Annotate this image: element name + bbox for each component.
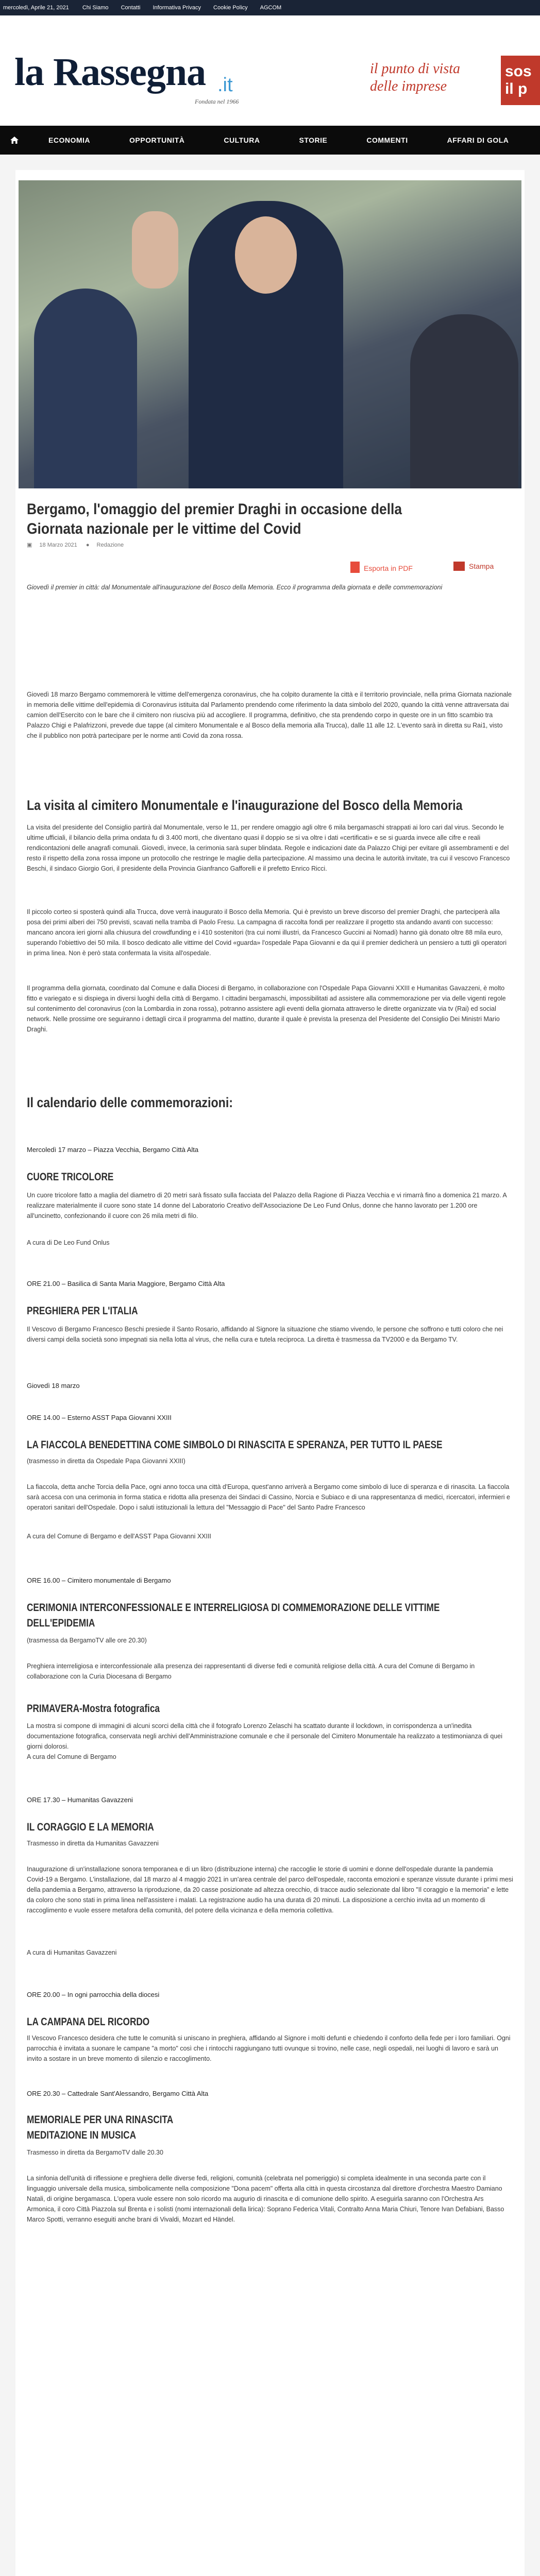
nav-storie[interactable]: STORIE xyxy=(299,136,328,144)
event-6-cura: A cura di Humanitas Gavazzeni xyxy=(27,1949,117,1956)
topbar-link-privacy[interactable]: Informativa Privacy xyxy=(153,5,201,11)
event-2-text: Il Vescovo di Bergamo Francesco Beschi presiede il Santo Rosario, affidando al Signore la situazione che stiamo vivendo, le persone che soffrono e tutti coloro che nei diversi campi della società sono impegnati sia nella lotta al virus, che nella cura e tutela reciproca. La diretta è trasmessa da TV2000 e da Bergamo TV. xyxy=(27,1326,503,1343)
page-body xyxy=(0,155,540,2576)
logo-tld: .it xyxy=(217,74,233,96)
event-3-time: ORE 14.00 – Esterno ASST Papa Giovanni XXIII xyxy=(27,1414,172,1421)
header-ad-banner[interactable] xyxy=(370,56,540,105)
event-6-note: Trasmesso in diretta da Humanitas Gavazzeni xyxy=(27,1840,159,1847)
paragraph-2: La visita del presidente del Consiglio partirà dal Monumentale, verso le 11, per rendere omaggio agli oltre 6 mila bergamaschi strappati ai loro cari dal virus. Secondo le ultime ufficiali, il bilancio della prima ondata fu di 3.400 morti, che diventano quasi il doppio se si va oltre i dati «certificati» e se si guarda invece alle cifre e reali rendicontazioni delle anagrafi comunali. Giovedì, invece, la cerimonia sarà super blindata. Regole e indicazioni date da Palazzo Chigi per evitare gli assembramenti e del resto il rispetto della zona rossa impone un protocollo che restringe le maglie della partecipazione. Al massimo una decina le autorità invitate, tra cui il vescovo Francesco Beschi, il sindaco Giorgio Gori, il presidente della Provincia Gianfranco Gafforelli e il prefetto Enrico Ricci. xyxy=(27,824,510,872)
nav-home[interactable] xyxy=(0,126,29,155)
event-7-time: ORE 20.00 – In ogni parrocchia della diocesi xyxy=(27,1991,160,1998)
event-4-text: Preghiera interreligiosa e interconfessionale alla presenza dei rappresentanti di diverse fedi e comunità religiose della città. A cura del Comune di Bergamo in collaborazione con la Curia Diocesana di Bergamo xyxy=(27,1663,475,1680)
article-date: 18 Marzo 2021 xyxy=(39,542,77,548)
user-icon: ● xyxy=(86,542,90,548)
event-8-text: La sinfonia dell'unità di riflessione e preghiera delle diverse fedi, religioni, comunità (celebrata nel pomeriggio) si completa idealmente in una seconda parte con il linguaggio universale della musica, simbolicamente nella composizione "Dona pacem" offerta alla città in questa circostanza dal direttore d'orchestra Maestro Damiano Natali, di origine bergamasca. L'opera vuole essere non solo ricordo ma augurio di rinascita e di comunione dello spirito. A eseguirla saranno con l'Orchestra Ars Armonica, il coro Città Piazzola sul Brenta e i solisti (nomi internazionali della lirica): Soprano Federica Vitali, Contralto Anna Maria Chiuri, Tenore Ivan Defabiani, Basso Marco Spotti, verranno eseguiti anche brani di Vivaldi, Mozart ed Händel. xyxy=(27,2175,504,2223)
event-5-text: La mostra si compone di immagini di alcuni scorci della città che il fotografo Lorenzo Zelaschi ha scattato durante il lockdown, in corrispondenza a un'inedita documentazione fotografica, conservata negli archivi dell'Amministrazione comunale e che il personale del Cimitero Monumentale ha realizzato a testimonianza di quei giorni dolorosi. xyxy=(27,1722,503,1750)
topbar-link-contatti[interactable]: Contatti xyxy=(121,5,141,11)
nav-cultura[interactable]: CULTURA xyxy=(224,136,260,144)
nav-economia[interactable]: ECONOMIA xyxy=(48,136,90,144)
paragraph-4: Il programma della giornata, coordinato dal Comune e dalla Diocesi di Bergamo, in collaborazione con l'Ospedale Papa Giovanni XXIII e Humanitas Gavazzeni, è molto fitto e variegato e si dispiega in diversi luoghi della città di Bergamo. I cittadini bergamaschi, impossibilitati ad assistere alla commemorazione per via delle vigenti regole sul contenimento del coronavirus (con la Lombardia in zona rossa), potranno assistere agli eventi della giornata attraverso le dirette organizzate via tv (Rai) ed social network. Nelle prossime ore seguiranno i dettagli circa il programma del mattino, durante il quale è prevista la presenza del Presidente del Consiglio Dei Ministri Mario Draghi. xyxy=(27,985,506,1033)
hero-person-left xyxy=(34,289,137,488)
event-1-text: Un cuore tricolore fatto a maglia del diametro di 20 metri sarà fissato sulla facciata del Palazzo della Ragione di Piazza Vecchia e vi rimarrà fino a domenica 21 marzo. A realizzare materialmente il cuore sono state 14 donne del Laboratorio Creativo dell'Associazione De Leo Fund Onlus, donne che hanno lavorato per 1.200 ore all'uncinetto, confezionando il cuore con 26 mila metri di filo. xyxy=(27,1192,507,1219)
event-8-note: Trasmesso in diretta da BergamoTV dalle 20.30 xyxy=(27,2149,163,2156)
ad-line-2: delle imprese xyxy=(370,78,447,94)
heading-calendario: Il calendario delle commemorazioni: xyxy=(27,1095,233,1110)
event-3-day: Giovedì 18 marzo xyxy=(27,1382,80,1389)
paragraph-1: Giovedì 18 marzo Bergamo commemorerà le vittime dell'emergenza coronavirus, che ha colpito duramente la città e il territorio provinciale, nella prima Giornata nazionale in memoria delle vittime dell'epidemia di Coronavirus istituita dal Parlamento prendendo come riferimento la data simbolo del 2020, quando la città venne attraversata dai camion dell'Esercito con le bare che il cimitero non riusciva più ad accogliere. Il programma, definitivo, che sta prendendo corpo in queste ore in un fitto scambio tra Palazzo Chigi e Palafrizzoni, prevede due tappe (al cimitero Monumentale e al Bosco della memoria alla Trucca), dalle 11 alle 12. L'evento sarà in diretta su Rai1, visto che il pubblico non potrà partecipare per le norme anti Covid da zona rossa. xyxy=(27,691,512,739)
nav-opportunita[interactable]: OPPORTUNITÀ xyxy=(129,136,185,144)
export-pdf-button[interactable] xyxy=(350,562,413,573)
event-6-text: Inaugurazione di un'installazione sonora temporanea e di un libro (distribuzione interna) che raccoglie le storie di uomini e donne dell'ospedale durante la pandemia Covid-19 a Bergamo. L'installazione, dal 18 marzo al 4 maggio 2021 in un'area centrale del parco dell'ospedale, racconta emozioni e speranze vissute durante i primi mesi della pandemia a Bergamo, attraverso la riproduzione, da 20 casse posizionate ad altezza orecchio, di tracce audio selezionate dal libro "Il coraggio e la memoria" e lette da coloro che sono stati in prima linea nell'assistere i malati. La registrazione audio ha una durata di 20 minuti. La disposizione a cerchio invita ad un momento di raccoglimento e vuole essere metafora della comunità, del potere della vicinanza e della memoria collettiva. xyxy=(27,1866,513,1914)
main-nav xyxy=(0,126,540,155)
event-5-title: PRIMAVERA-Mostra fotografica xyxy=(27,1703,160,1715)
event-2-title: PREGHIERA PER L'ITALIA xyxy=(27,1305,138,1317)
heading-visita: La visita al cimitero Monumentale e l'inaugurazione del Bosco della Memoria xyxy=(27,798,463,813)
printer-icon xyxy=(453,562,465,571)
article-title: Bergamo, l'omaggio del premier Draghi in occasione della Giornata nazionale per le vittime del Covid xyxy=(27,501,402,537)
event-8-title-b: MEDITAZIONE IN MUSICA xyxy=(27,2129,137,2141)
event-1-time: Mercoledì 17 marzo – Piazza Vecchia, Bergamo Città Alta xyxy=(27,1146,199,1154)
nav-commenti[interactable]: COMMENTI xyxy=(366,136,408,144)
hero-face xyxy=(235,216,297,294)
event-4-title-b: DELL'EPIDEMIA xyxy=(27,1617,95,1629)
event-5-cura: A cura del Comune di Bergamo xyxy=(27,1753,116,1760)
event-1-title: CUORE TRICOLORE xyxy=(27,1171,114,1183)
print-label: Stampa xyxy=(469,562,494,570)
topbar-link-agcom[interactable]: AGCOM xyxy=(260,5,282,11)
pdf-icon xyxy=(350,562,360,573)
print-button[interactable] xyxy=(453,562,494,571)
event-4-note: (trasmessa da BergamoTV alle ore 20.30) xyxy=(27,1637,147,1644)
event-3-note: (trasmesso in diretta da Ospedale Papa Giovanni XXIII) xyxy=(27,1458,185,1465)
event-3-cura: A cura del Comune di Bergamo e dell'ASST Papa Giovanni XXIII xyxy=(27,1533,211,1540)
event-4-time: ORE 16.00 – Cimitero monumentale di Bergamo xyxy=(27,1577,171,1584)
paragraph-3: Il piccolo corteo si sposterà quindi alla Trucca, dove verrà inaugurato il Bosco della Memoria. Qui è previsto un breve discorso del premier Draghi, che parteciperà alla posa dei primi alberi dei 750 previsti, scavati nella tramba di Paolo Fresu. La campagna di raccolta fondi per realizzare il progetto sta andando avanti con successo: mancano ancora ieri giorni alla chiusura del crowdfunding e i 410 sostenitori (tra cui nomi illustri, da Francesco Guccini ai Nomadi) hanno già donato oltre 88 mila euro, superando l'obiettivo dei 50 mila. Il bosco dedicato alle vittime del Covid «guarda» l'ospedale Papa Giovanni e da qui il premier dedicherà un pensiero a tutti gli operatori in prima linea. Non è però stata confermata la visita all'ospedale. xyxy=(27,908,507,957)
nav-affari-di-gola[interactable]: AFFARI DI GOLA xyxy=(447,136,509,144)
article-hero-image xyxy=(19,180,521,488)
ad-red-panel: sos il p xyxy=(501,56,540,105)
event-3-text: La fiaccola, detta anche Torcia della Pace, ogni anno tocca una città d'Europa, quest'anno arriverà a Bergamo come simbolo di luce di speranza e di rinascita. La fiaccola sarà accesa con una cerimonia in forma statica e ridotta alla presenza dei Sindaci di Cassino, Norcia e Subiaco e di una rappresentanza di medici, ricercatori, infermieri e operatori sanitari dell'Ospedale. Dopo i saluti istituzionali la lettura del "Messaggio di Pace" del Santo Padre Francesco xyxy=(27,1483,510,1511)
event-8-time: ORE 20.30 – Cattedrale Sant'Alessandro, Bergamo Città Alta xyxy=(27,2090,209,2097)
event-8-title-a: MEMORIALE PER UNA RINASCITA xyxy=(27,2114,174,2126)
hero-raised-hand xyxy=(132,211,178,289)
logo-founded: Fondata nel 1966 xyxy=(195,98,239,105)
calendar-icon: ▣ xyxy=(27,542,32,548)
site-header xyxy=(0,15,540,105)
hero-person-right xyxy=(410,314,518,488)
event-7-text: Il Vescovo Francesco desidera che tutte le comunità si uniscano in preghiera, affidando al Signore i molti defunti e chiedendo il conforto della fede per i loro familiari. Ogni parrocchia è invitata a suonare le campane "a morto" così che i rintocchi raggiungano tutti ovunque si trovino, nelle case, negli ospedali, nei luoghi di lavoro e sarà un invito a sostare in un breve momento di silenzio e raccoglimento. xyxy=(27,2035,511,2062)
event-1-cura: A cura di De Leo Fund Onlus xyxy=(27,1239,110,1246)
event-6-title: IL CORAGGIO E LA MEMORIA xyxy=(27,1821,154,1833)
article-card xyxy=(15,170,525,2576)
logo-name: la Rassegna xyxy=(14,50,206,94)
event-6-time: ORE 17.30 – Humanitas Gavazzeni xyxy=(27,1796,133,1804)
event-2-time: ORE 21.00 – Basilica di Santa Maria Maggiore, Bergamo Città Alta xyxy=(27,1280,225,1287)
article-author[interactable]: Redazione xyxy=(96,542,124,548)
article-meta xyxy=(27,541,131,548)
event-7-title: LA CAMPANA DEL RICORDO xyxy=(27,2016,150,2028)
topbar-link-cookie[interactable]: Cookie Policy xyxy=(213,5,248,11)
article-lead: Giovedì il premier in città: dal Monumentale all'inaugurazione del Bosco della Memoria. Ecco il programma della giornata e delle commemorazioni xyxy=(27,584,443,591)
top-bar xyxy=(0,0,540,15)
export-pdf-label: Esporta in PDF xyxy=(364,564,413,572)
event-4-title-a: CERIMONIA INTERCONFESSIONALE E INTERRELIGIOSA DI COMMEMORAZIONE DELLE VITTIME xyxy=(27,1602,440,1614)
current-date: mercoledì, Aprile 21, 2021 xyxy=(3,5,69,11)
home-icon xyxy=(10,137,19,144)
event-3-title: LA FIACCOLA BENEDETTINA COME SIMBOLO DI RINASCITA E SPERANZA, PER TUTTO IL PAESE xyxy=(27,1439,443,1451)
topbar-link-chi-siamo-text[interactable]: Chi Siamo xyxy=(82,5,109,11)
ad-line-1: il punto di vista xyxy=(370,61,460,77)
